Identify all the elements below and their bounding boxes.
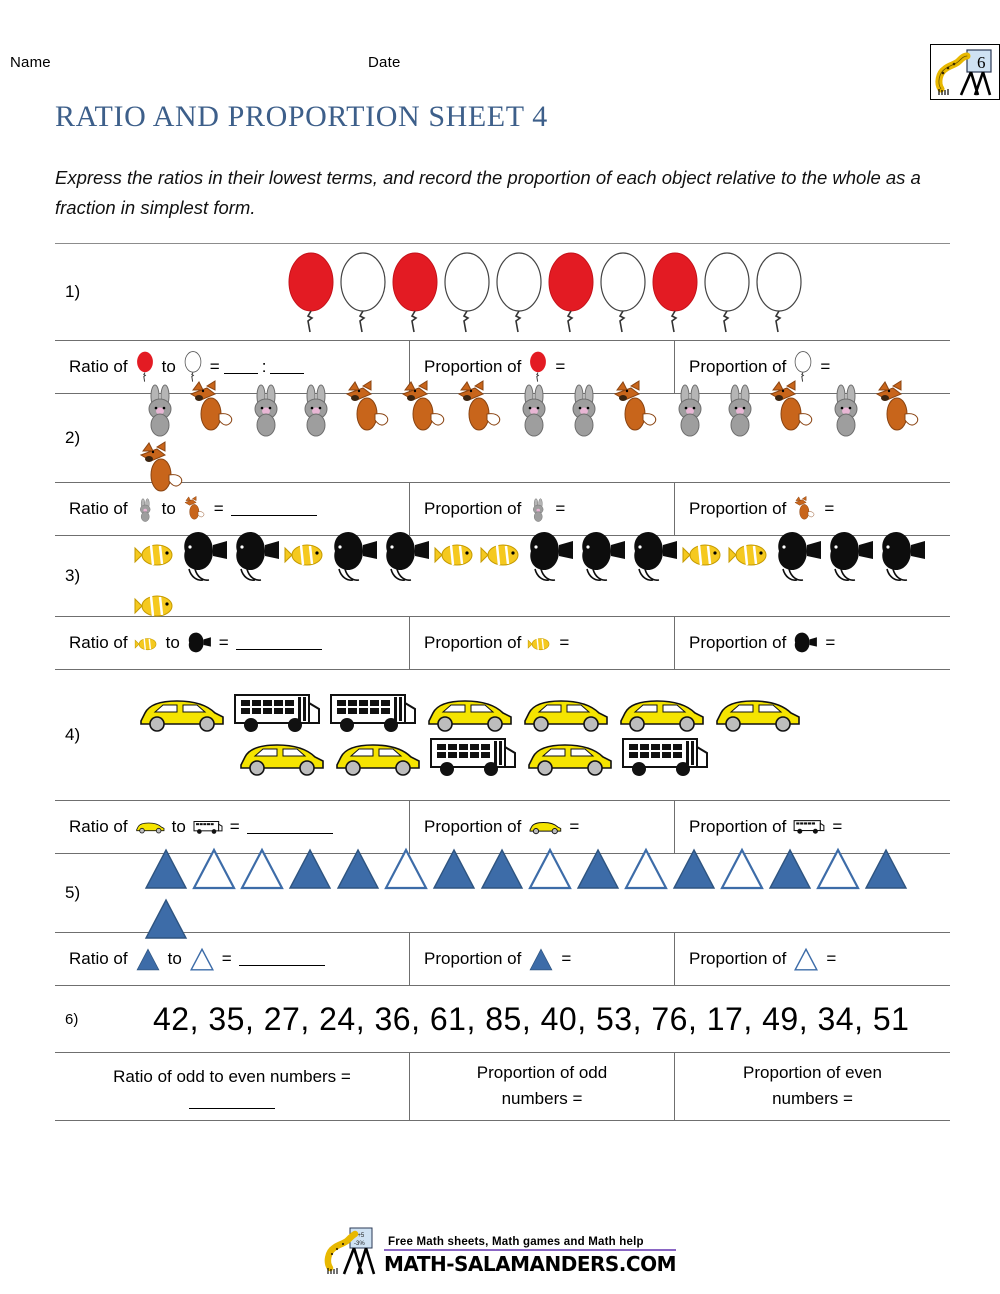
proportion-odd-label-line2: numbers = [501,1089,583,1109]
bus-icon [229,689,325,737]
car-icon [233,735,329,779]
proportion-label: Proportion of [689,357,787,376]
vehicle-row-2 [233,733,713,781]
colon-separator: : [261,357,267,376]
question-1-number: 1) [65,282,81,301]
bus-icon [192,819,224,836]
angelfish-icon [525,525,577,581]
rabbit-icon [135,378,184,438]
salamander-logo-icon [931,45,997,97]
balloon-group [115,249,950,335]
fish-group [115,525,950,627]
fox-icon [135,439,190,499]
fox-icon [185,378,240,438]
svg-text:7+5: 7+5 [354,1233,365,1239]
animal-group [115,378,950,499]
fox-icon [341,378,396,438]
filled-triangle-icon [431,844,477,892]
ratio-blank-a[interactable] [224,360,258,374]
rabbit-icon [665,378,714,438]
rabbit-icon [527,495,549,523]
angelfish-icon [773,525,825,581]
angelfish-icon [629,525,681,581]
fox-icon [609,378,664,438]
equals-sign: = [218,633,229,652]
page-title: RATIO AND PROPORTION SHEET 4 [55,100,548,133]
fox-icon [397,378,452,438]
filled-triangle-icon [527,946,555,972]
equals-sign: = [229,817,240,836]
grade-number: 6 [977,53,986,72]
red-balloon-icon [285,249,337,335]
question-4-figure-row [55,670,950,800]
car-icon [517,691,613,735]
filled-triangle-icon [335,844,381,892]
angelfish-icon [329,525,381,581]
angelfish-icon [179,525,231,581]
proportion-odd-label-line1: Proportion of odd [476,1063,608,1082]
question-6-answer-row [55,1052,950,1121]
ratio-to-label: to [165,633,180,652]
red-balloon-icon [545,249,597,335]
ratio-to-label: to [167,949,182,968]
filled-triangle-icon [143,894,189,942]
question-3-number: 3) [65,566,81,585]
angelfish-icon [186,629,213,658]
angelfish-icon [792,629,819,658]
equals-sign: = [555,499,566,518]
ratio-answer-blank[interactable] [239,952,325,966]
rabbit-icon [821,378,870,438]
numbers-list [115,1001,950,1038]
proportion-label: Proportion of [424,499,522,518]
equals-sign: = [824,499,835,518]
car-icon [329,735,425,779]
proportion-label: Proportion of [689,949,787,968]
white-balloon-icon [701,249,753,335]
equals-sign: = [569,817,580,836]
question-4-number: 4) [65,725,81,744]
car-icon [527,818,563,836]
ratio-answer-blank[interactable] [189,1095,275,1109]
car-icon [613,691,709,735]
white-triangle-icon [383,844,429,892]
proportion-label: Proportion of [424,633,522,652]
fox-icon [871,378,926,438]
car-icon [709,691,805,735]
equals-sign: = [221,949,232,968]
clownfish-icon [681,530,727,576]
filled-triangle-icon [575,844,621,892]
bus-icon [425,733,521,781]
question-5-number: 5) [65,883,81,902]
filled-triangle-icon [134,946,162,972]
fox-icon [453,378,508,438]
footer-url: MATH-SALAMANDERS.COM [384,1252,676,1276]
white-triangle-icon [792,946,820,972]
clownfish-icon [133,581,179,627]
angelfish-icon [825,525,877,581]
question-2-figure-row [55,394,950,482]
ratio-odd-even-label: Ratio of odd to even numbers = [113,1067,351,1087]
ratio-to-label: to [161,499,176,518]
clownfish-icon [134,630,160,656]
proportion-label: Proportion of [424,357,522,376]
footer [0,1224,1000,1276]
question-6-number: 6) [65,1010,79,1028]
fox-icon [182,495,208,523]
white-triangle-icon [527,844,573,892]
white-triangle-icon [719,844,765,892]
angelfish-icon [381,525,433,581]
name-label: Name [10,54,51,71]
bus-icon [792,818,826,836]
rabbit-icon [559,378,608,438]
ratio-to-label: to [171,817,186,836]
car-icon [421,691,517,735]
ratio-label: Ratio of [69,817,128,836]
proportion-label: Proportion of [689,817,787,836]
white-balloon-icon [597,249,649,335]
equals-sign: = [825,633,836,652]
white-triangle-icon [815,844,861,892]
proportion-label: Proportion of [689,499,787,518]
filled-triangle-icon [287,844,333,892]
question-5-figure-row [55,854,950,932]
proportion-label: Proportion of [424,949,522,968]
question-2-number: 2) [65,428,81,447]
equals-sign: = [559,633,570,652]
white-balloon-icon [441,249,493,335]
footer-divider [384,1249,676,1252]
filled-triangle-icon [143,844,189,892]
question-6-figure-row [55,986,950,1052]
proportion-label: Proportion of [689,633,787,652]
ratio-blank-b[interactable] [270,360,304,374]
white-triangle-icon [188,946,216,972]
question-6-proportion-even-cell[interactable] [675,1053,950,1120]
equals-sign: = [561,949,572,968]
white-balloon-icon [493,249,545,335]
rabbit-icon [134,495,156,523]
filled-triangle-icon [479,844,525,892]
equals-sign: = [209,357,220,376]
question-3-figure-row [55,536,950,616]
filled-triangle-icon [671,844,717,892]
angelfish-icon [231,525,283,581]
angelfish-icon [577,525,629,581]
proportion-label: Proportion of [424,817,522,836]
equals-sign: = [213,499,224,518]
equals-sign: = [832,817,843,836]
ratio-label: Ratio of [69,499,128,518]
rabbit-icon [715,378,764,438]
car-icon [133,691,229,735]
white-triangle-icon [191,844,237,892]
equals-sign: = [820,357,831,376]
numbers-text: 42, 35, 27, 24, 36, 61, 85, 40, 53, 76, 17, 49, 34, 51 [153,1000,910,1037]
triangle-group [115,844,950,942]
filled-triangle-icon [767,844,813,892]
white-balloon-icon [753,249,805,335]
proportion-even-label-line2: numbers = [772,1089,853,1109]
bus-icon [617,733,713,781]
angelfish-icon [877,525,929,581]
fox-icon [792,495,818,523]
instructions-text: Express the ratios in their lowest terms, and record the proportion of each object relative to the whole as a fraction in simplest form. [55,167,921,218]
car-icon [134,819,166,835]
date-label: Date [368,54,401,71]
clownfish-icon [727,530,773,576]
ratio-answer-blank[interactable] [236,636,322,650]
clownfish-icon [283,530,329,576]
question-6-ratio-cell[interactable] [55,1053,410,1120]
vehicle-group [115,689,950,781]
clownfish-icon [479,530,525,576]
ratio-label: Ratio of [69,357,128,376]
white-triangle-icon [623,844,669,892]
footer-tagline: Free Math sheets, Math games and Math help [388,1235,644,1248]
grade-logo-badge [930,44,1000,100]
vehicle-row-1 [133,689,805,737]
ratio-to-label: to [161,357,176,376]
rabbit-icon [241,378,290,438]
ratio-label: Ratio of [69,949,128,968]
question-6-proportion-odd-cell[interactable] [410,1053,675,1120]
ratio-answer-blank[interactable] [247,820,333,834]
equals-sign: = [826,949,837,968]
svg-text:-3%: -3% [354,1241,365,1247]
bus-icon [325,689,421,737]
red-balloon-icon [389,249,441,335]
car-icon [521,735,617,779]
question-1-figure-row [55,244,950,340]
rabbit-icon [291,378,340,438]
white-triangle-icon [239,844,285,892]
equals-sign: = [555,357,566,376]
clownfish-icon [433,530,479,576]
clownfish-icon [133,530,179,576]
questions-container [55,243,950,1121]
red-balloon-icon [649,249,701,335]
proportion-even-label-line1: Proportion of even [743,1063,882,1082]
filled-triangle-icon [863,844,909,892]
fox-icon [765,378,820,438]
salamander-logo-icon [324,1224,380,1276]
clownfish-icon [527,630,553,656]
rabbit-icon [509,378,558,438]
ratio-answer-blank[interactable] [231,502,317,516]
white-balloon-icon [337,249,389,335]
ratio-label: Ratio of [69,633,128,652]
